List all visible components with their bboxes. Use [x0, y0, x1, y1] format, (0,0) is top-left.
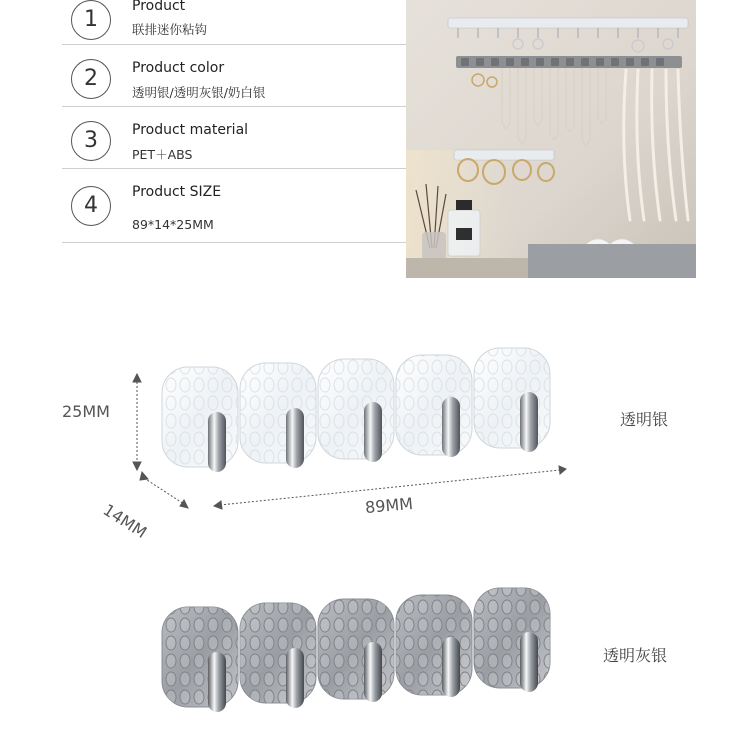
spec-row-color: [62, 45, 406, 107]
dimension-lines: [100, 360, 580, 520]
product-lifestyle-photo: [406, 0, 696, 278]
spec-label: Product SIZE: [132, 184, 222, 200]
spec-number-badge: 4: [71, 186, 111, 226]
spec-row-size: [62, 169, 406, 243]
spec-value: PET＋ABS: [132, 147, 193, 162]
spec-row-material: [62, 107, 406, 169]
depth-dimension-label: 14MM: [99, 500, 151, 543]
variant-label-transparent-grey-silver: 透明灰银: [603, 646, 668, 665]
spec-value: 89*14*25MM: [132, 217, 214, 232]
spec-number-badge: 1: [71, 0, 111, 40]
width-dimension-label: 89MM: [364, 493, 414, 518]
spec-label: Product: [132, 0, 186, 14]
spec-number-badge: 2: [71, 59, 111, 99]
spec-value: 联排迷你粘钩: [132, 22, 208, 37]
product-image-transparent-grey-silver: [150, 580, 570, 730]
spec-row-product: [62, 0, 406, 45]
variant-label-transparent-silver: 透明银: [620, 410, 669, 429]
height-dimension-label: 25MM: [62, 402, 110, 421]
spec-label: Product color: [132, 60, 225, 76]
spec-label: Product material: [132, 122, 249, 138]
spec-value: 透明银/透明灰银/奶白银: [132, 85, 266, 100]
spec-number-badge: 3: [71, 121, 111, 161]
